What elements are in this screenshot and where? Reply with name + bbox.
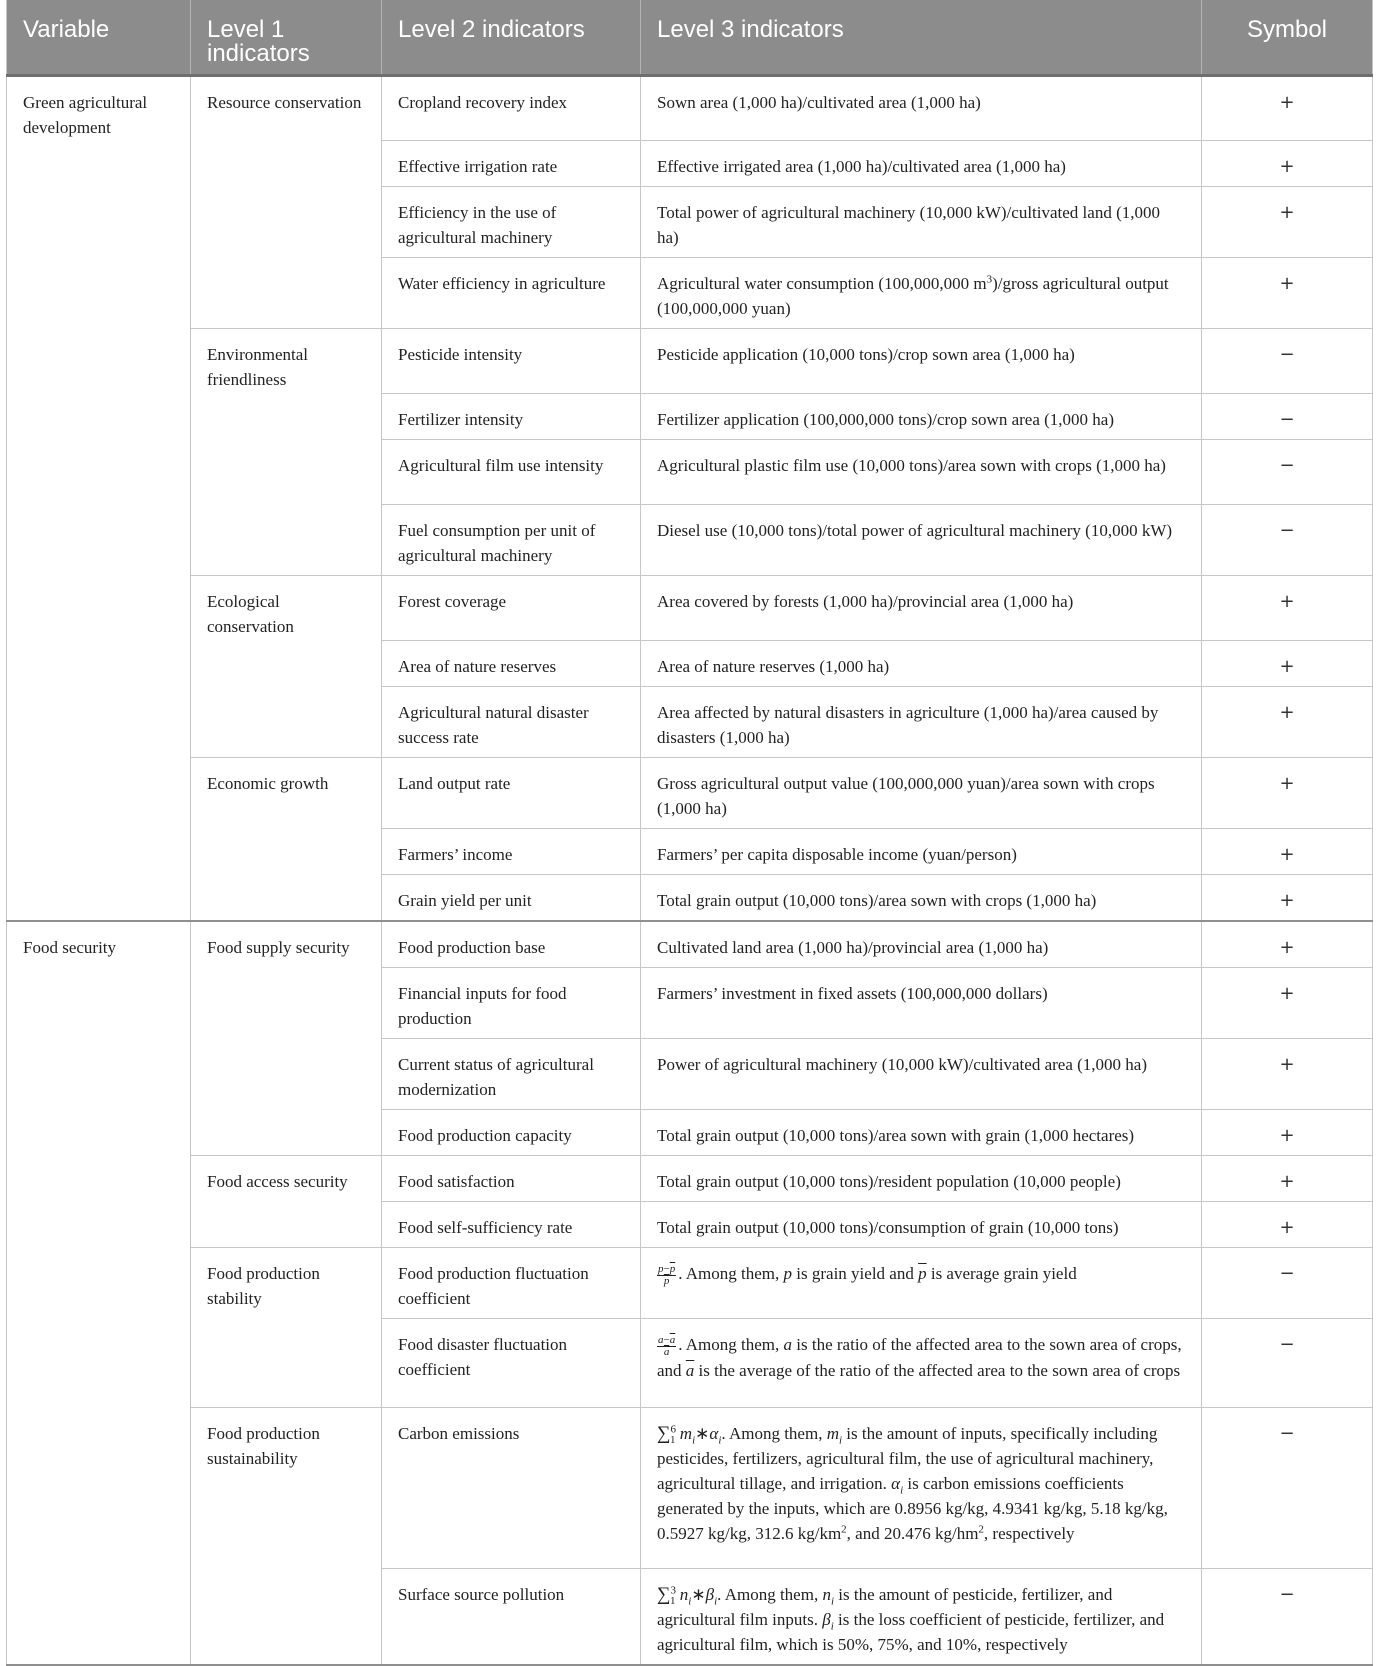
level2-cell: Water efficiency in agriculture: [382, 258, 641, 329]
symbol-cell: +: [1202, 1156, 1373, 1202]
level3-cell: Power of agricultural machinery (10,000 kW)/cultivated area (1,000 ha): [641, 1039, 1202, 1110]
symbol-cell: +: [1202, 829, 1373, 875]
symbol-cell: +: [1202, 875, 1373, 922]
level3-cell: Agricultural water consumption (100,000,000 $m^3$)/gross agricultural output (100,000,000 yuan): [641, 258, 1202, 329]
table-row: [7, 1248, 1373, 1319]
level2-cell: Food self-sufficiency rate: [382, 1202, 641, 1248]
level3-cell: Sown area (1,000 ha)/cultivated area (1,000 ha): [641, 76, 1202, 141]
symbol-cell: +: [1202, 687, 1373, 758]
level3-cell: Effective irrigated area (1,000 ha)/cultivated area (1,000 ha): [641, 141, 1202, 187]
level2-cell: Farmers’ income: [382, 829, 641, 875]
level2-cell: Fuel consumption per unit of agricultural machinery: [382, 505, 641, 576]
level3-cell: ∑$^6_1$ $m_i∗\alpha_i$. Among them, $m_i$ is the amount of inputs, specifically including pesticides, fertilizers, agricultural film, the use of agricultural machinery, agricultural tillage, and irrigation. $\alpha_i$ is carbon emissions coefficients generated by the inputs, which are 0.8956 kg/kg, 4.9341 kg/kg, 5.18 kg/kg, 0.5927 kg/kg, 312.6 $kg/km^2$, and 20.476 $kg/hm^2$, respectively: [641, 1408, 1202, 1569]
level1-cell: Food production stability: [191, 1248, 382, 1408]
level2-cell: Surface source pollution: [382, 1569, 641, 1666]
level2-cell: Food production base: [382, 921, 641, 968]
fraction-formula: $\frac{a-\overline{a}}{a}$: [658, 1333, 676, 1358]
level3-cell: Total grain output (10,000 tons)/consumption of grain (10,000 tons): [641, 1202, 1202, 1248]
header-row: [7, 0, 1373, 76]
level3-cell: Total grain output (10,000 tons)/area sown with grain (1,000 hectares): [641, 1110, 1202, 1156]
symbol-cell: +: [1202, 258, 1373, 329]
level1-cell: Food production sustainability: [191, 1408, 382, 1666]
table-row: [7, 1408, 1373, 1569]
level2-cell: Carbon emissions: [382, 1408, 641, 1569]
symbol-cell: −: [1202, 505, 1373, 576]
table-row: [7, 329, 1373, 394]
level2-cell: Agricultural film use intensity: [382, 440, 641, 505]
symbol-cell: +: [1202, 141, 1373, 187]
level2-cell: Land output rate: [382, 758, 641, 829]
level3-cell: Area affected by natural disasters in agriculture (1,000 ha)/area caused by disasters (1,000 ha): [641, 687, 1202, 758]
level3-cell: Total grain output (10,000 tons)/area sown with crops (1,000 ha): [641, 875, 1202, 922]
symbol-cell: +: [1202, 641, 1373, 687]
level2-cell: Cropland recovery index: [382, 76, 641, 141]
level2-cell: Area of nature reserves: [382, 641, 641, 687]
level2-cell: Pesticide intensity: [382, 329, 641, 394]
header-level3: Level 3 indicators: [641, 0, 1202, 76]
header-level2: Level 2 indicators: [382, 0, 641, 76]
sum-symbol: ∑: [657, 1584, 671, 1605]
level3-cell: Area of nature reserves (1,000 ha): [641, 641, 1202, 687]
level3-cell: Total grain output (10,000 tons)/resident population (10,000 people): [641, 1156, 1202, 1202]
header-variable: Variable: [7, 0, 191, 76]
variable-cell: Green agricultural development: [7, 76, 191, 922]
level1-cell: Environmental friendliness: [191, 329, 382, 576]
symbol-cell: −: [1202, 394, 1373, 440]
level3-cell: Diesel use (10,000 tons)/total power of agricultural machinery (10,000 kW): [641, 505, 1202, 576]
symbol-cell: +: [1202, 1110, 1373, 1156]
level3-cell: Gross agricultural output value (100,000,000 yuan)/area sown with crops (1,000 ha): [641, 758, 1202, 829]
level1-cell: Economic growth: [191, 758, 382, 922]
level2-cell: Food production capacity: [382, 1110, 641, 1156]
symbol-cell: −: [1202, 1569, 1373, 1666]
level3-cell: Pesticide application (10,000 tons)/crop sown area (1,000 ha): [641, 329, 1202, 394]
symbol-cell: +: [1202, 758, 1373, 829]
level2-cell: Agricultural natural disaster success rate: [382, 687, 641, 758]
table-row: [7, 758, 1373, 829]
level1-cell: Resource conservation: [191, 76, 382, 329]
level2-cell: Food satisfaction: [382, 1156, 641, 1202]
symbol-cell: +: [1202, 576, 1373, 641]
level3-cell: $\frac{p-\overline{p}}{p}$ . Among them, p is grain yield and $\overline{p}$ is average grain yield: [641, 1248, 1202, 1319]
level3-cell: ∑$^3_1$ $n_i∗\beta_i$. Among them, $n_i$ is the amount of pesticide, fertilizer, and agricultural film inputs. $\beta_i$ is the loss coefficient of pesticide, fertilizer, and agricultural film, which is 50%, 75%, and 10%, respectively: [641, 1569, 1202, 1666]
level2-cell: Financial inputs for food production: [382, 968, 641, 1039]
symbol-cell: −: [1202, 329, 1373, 394]
symbol-cell: −: [1202, 1408, 1373, 1569]
level2-cell: Food production fluctuation coefficient: [382, 1248, 641, 1319]
symbol-cell: +: [1202, 968, 1373, 1039]
table-row: [7, 576, 1373, 641]
symbol-cell: +: [1202, 187, 1373, 258]
level1-cell: Food supply security: [191, 921, 382, 1156]
level2-cell: Fertilizer intensity: [382, 394, 641, 440]
level3-cell: Total power of agricultural machinery (10,000 kW)/cultivated land (1,000 ha): [641, 187, 1202, 258]
level2-cell: Efficiency in the use of agricultural machinery: [382, 187, 641, 258]
level3-cell: Agricultural plastic film use (10,000 tons)/area sown with crops (1,000 ha): [641, 440, 1202, 505]
table-row: [7, 1156, 1373, 1202]
header-level1: Level 1 indicators: [191, 0, 382, 76]
symbol-cell: −: [1202, 1319, 1373, 1408]
symbol-cell: +: [1202, 76, 1373, 141]
symbol-cell: +: [1202, 1202, 1373, 1248]
table-row: [7, 76, 1373, 141]
level3-cell: Fertilizer application (100,000,000 tons)/crop sown area (1,000 ha): [641, 394, 1202, 440]
level3-cell: Cultivated land area (1,000 ha)/provincial area (1,000 ha): [641, 921, 1202, 968]
level2-cell: Effective irrigation rate: [382, 141, 641, 187]
level2-cell: Current status of agricultural modernization: [382, 1039, 641, 1110]
header-symbol: Symbol: [1202, 0, 1373, 76]
level2-cell: Food disaster fluctuation coefficient: [382, 1319, 641, 1408]
symbol-cell: +: [1202, 921, 1373, 968]
symbol-cell: −: [1202, 1248, 1373, 1319]
fraction-formula: $\frac{p-\overline{p}}{p}$: [658, 1262, 676, 1287]
variable-cell: Food security: [7, 921, 191, 1665]
indicator-table: [6, 0, 1373, 1666]
level3-cell: Farmers’ per capita disposable income (yuan/person): [641, 829, 1202, 875]
level2-cell: Forest coverage: [382, 576, 641, 641]
level3-cell: Area covered by forests (1,000 ha)/provincial area (1,000 ha): [641, 576, 1202, 641]
level1-cell: Food access security: [191, 1156, 382, 1248]
level1-cell: Ecological conservation: [191, 576, 382, 758]
level2-cell: Grain yield per unit: [382, 875, 641, 922]
level3-cell: Farmers’ investment in fixed assets (100,000,000 dollars): [641, 968, 1202, 1039]
table-row: [7, 921, 1373, 968]
symbol-cell: +: [1202, 1039, 1373, 1110]
level3-cell: $\frac{a-\overline{a}}{a}$ . Among them, a is the ratio of the affected area to the sown area of crops, and $\overline{a}$ is the average of the ratio of the affected area to the sown area of crops: [641, 1319, 1202, 1408]
symbol-cell: −: [1202, 440, 1373, 505]
sum-symbol: ∑: [657, 1423, 671, 1444]
